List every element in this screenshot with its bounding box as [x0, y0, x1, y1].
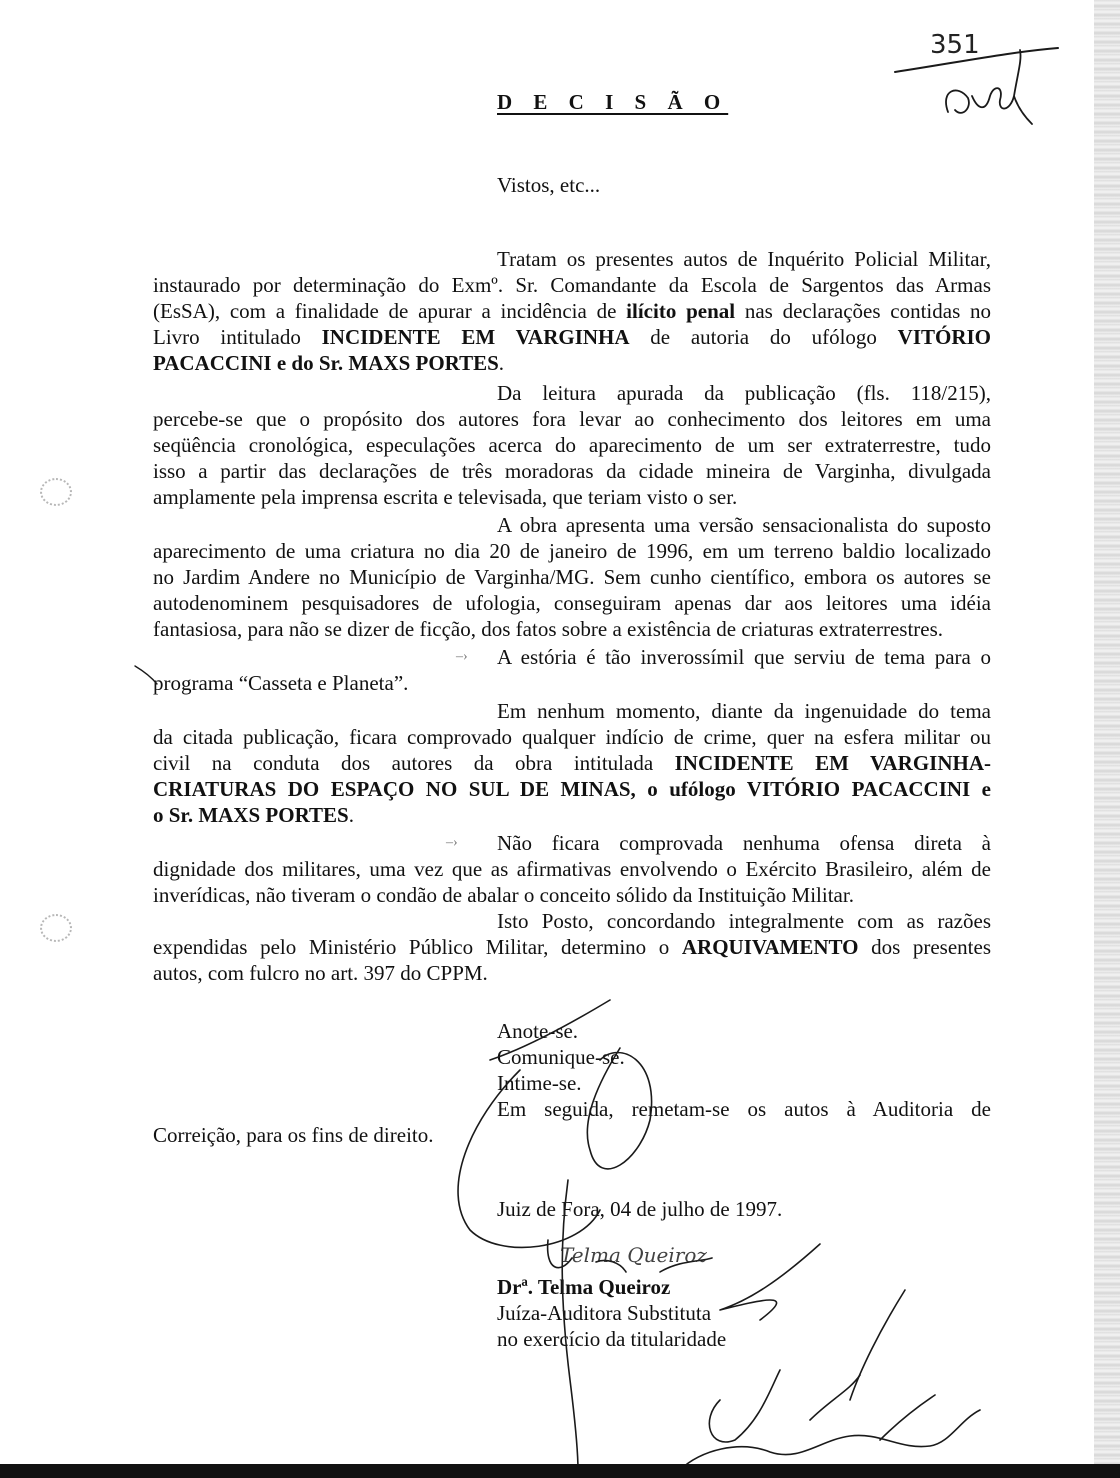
p4-line-2: programa “Casseta e Planeta”.: [153, 671, 409, 695]
p2-line-4: isso a partir das declarações de três moradoras da cidade mineira de Varginha, divulgada: [153, 459, 991, 483]
p1-line-3: (EsSA), com a finalidade de apurar a incidência de ilícito penal nas declarações contidas no: [153, 299, 992, 323]
p3-line-1: A obra apresenta uma versão sensacionalista do suposto: [497, 513, 991, 537]
punch-hole-top: [40, 478, 72, 506]
p1-line-2: instaurado por determinação do Exmº. Sr. Comandante da Escola de Sargentos das Armas: [153, 273, 991, 297]
p2-line-1: Da leitura apurada da publicação (fls. 118/215),: [497, 381, 991, 405]
p1-line-5: PACACCINI e do Sr. MAXS PORTES.: [153, 351, 505, 375]
signer-role: Juíza-Auditora Substituta: [497, 1301, 712, 1325]
p5-line-2: da citada publicação, ficara comprovado qualquer indício de crime, quer na esfera militar ou: [153, 725, 991, 749]
closing-intime: Intime-se.: [497, 1071, 582, 1095]
p5-line-3: civil na conduta dos autores da obra intitulada INCIDENTE EM VARGINHA-: [153, 751, 991, 775]
p3-line-2: aparecimento de uma criatura no dia 20 de janeiro de 1996, em um terreno baldio localizado: [153, 539, 991, 563]
p2-line-3: seqüência cronológica, especulações acerca do aparecimento de um ser extraterrestre, tudo: [153, 433, 991, 457]
signer-role-2: no exercício da titularidade: [497, 1327, 727, 1351]
svg-text:Telma Queiroz: Telma Queiroz: [560, 1243, 707, 1267]
p6-line-1: Não ficara comprovada nenhuma ofensa direta à: [497, 831, 991, 855]
closing-anote: Anote-se.: [497, 1019, 579, 1043]
signer-name: Drª. Telma Queiroz: [497, 1275, 671, 1299]
p2-line-2: percebe-se que o propósito dos autores fora levar ao conhecimento dos leitores em uma: [153, 407, 991, 431]
p7-line-2: expendidas pelo Ministério Público Militar, determino o ARQUIVAMENTO dos presentes: [153, 935, 992, 959]
p1-line-4: Livro intitulado INCIDENTE EM VARGINHA de autoria do ufólogo VITÓRIO: [153, 325, 992, 349]
p5-line-1: Em nenhum momento, diante da ingenuidade do tema: [497, 699, 991, 723]
p4-line-1: A estória é tão inverossímil que serviu de tema para o: [497, 645, 991, 669]
margin-arrow-mark-2: –›: [446, 835, 458, 850]
p3-line-4: autodenominem pesquisadores de ufologia, conseguiram apenas dar aos leitores uma idéia: [153, 591, 991, 615]
punch-hole-bottom: [40, 914, 72, 942]
document-title: D E C I S Ã O: [497, 90, 729, 114]
p5-line-5: o Sr. MAXS PORTES.: [153, 803, 354, 827]
greeting: Vistos, etc...: [497, 173, 601, 197]
closing-comunique: Comunique-se.: [497, 1045, 625, 1069]
p6-line-2: dignidade dos militares, uma vez que as afirmativas envolvendo o Exército Brasileiro, além de: [153, 857, 991, 881]
p3-line-3: no Jardim Andere no Município de Varginha/MG. Sem cunho científico, embora os autores se: [153, 565, 991, 589]
p7-line-3: autos, com fulcro no art. 397 do CPPM.: [153, 961, 488, 985]
margin-arrow-mark: –›: [456, 649, 468, 664]
p5-line-4: CRIATURAS DO ESPAÇO NO SUL DE MINAS, o ufólogo VITÓRIO PACACCINI e: [153, 777, 991, 801]
scan-edge-right: [1094, 0, 1120, 1478]
folio-number: 351: [930, 30, 980, 60]
scan-edge-bottom: [0, 1464, 1120, 1478]
p6-line-3: inverídicas, não tiveram o condão de abalar o conceito sólido da Instituição Militar.: [153, 883, 854, 907]
closing-remetam: Em seguida, remetam-se os autos à Auditoria de: [497, 1097, 991, 1121]
place-and-date: Juiz de Fora, 04 de julho de 1997.: [497, 1197, 783, 1221]
p3-line-5: fantasiosa, para não se dizer de ficção, dos fatos sobre a existência de criaturas extraterrestres.: [153, 617, 944, 641]
p2-line-5: amplamente pela imprensa escrita e televisada, que teriam visto o ser.: [153, 485, 738, 509]
closing-correicao: Correição, para os fins de direito.: [153, 1123, 434, 1147]
p1-line-1: Tratam os presentes autos de Inquérito Policial Militar,: [497, 247, 991, 271]
p7-line-1: Isto Posto, concordando integralmente com as razões: [497, 909, 991, 933]
